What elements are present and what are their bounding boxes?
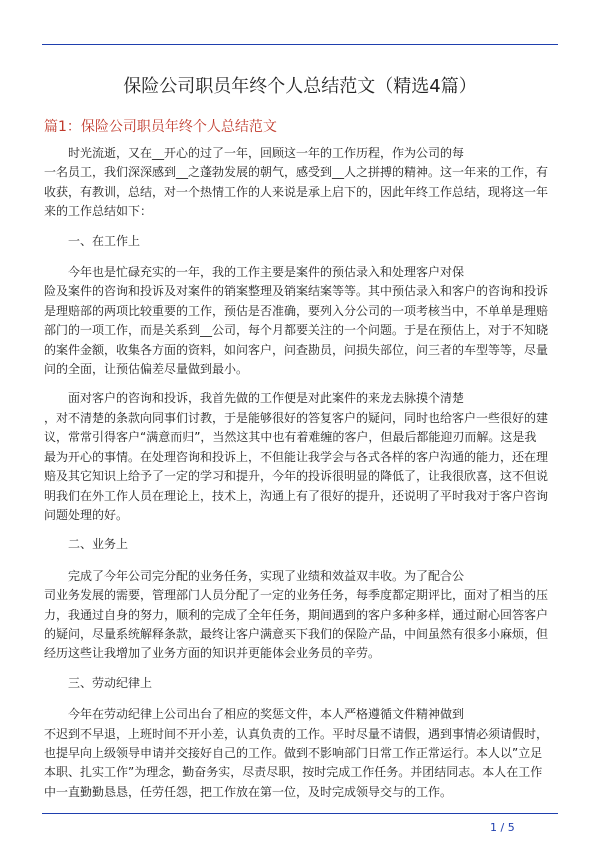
paragraph-line: 今年也是忙碌充实的一年，我的工作主要是案件的预估录入和处理客户对保 [68, 265, 465, 280]
paragraph-line: 来的工作总结如下： [44, 204, 153, 219]
paragraph-line: 问的全面，让预估偏差尽量做到最小。 [44, 362, 249, 377]
paragraph-line: ，对不清楚的条款向同事们讨教，于是能够很好的答复客户的疑问，同时也给客户一些很好的建 [44, 410, 549, 425]
paragraph-intro [44, 144, 556, 222]
paragraph-line: 中一直勤勤恳恳，任劳任怨，把工作放在第一位，及时完成领导交与的工作。 [44, 784, 453, 799]
page-number: 1 / 5 [490, 821, 515, 834]
section-title: 篇1：保险公司职员年终个人总结范文 [44, 119, 277, 135]
paragraph-discipline [44, 705, 556, 802]
document-title: 保险公司职员年终个人总结范文（精选4篇） [123, 76, 477, 97]
paragraph-line: 收获，有教训，总结，对一个热情工作的人来说是承上启下的，因此年终工作总结，现将这一年 [44, 184, 549, 199]
paragraph-line: 面对客户的咨询和投诉，我首先做的工作便是对此案件的来龙去脉摸个清楚 [68, 391, 465, 406]
paragraph-line: 明我们在外工作人员在理论上，技术上，沟通上有了很好的提升，还说明了平时我对于客户咨询 [44, 488, 549, 503]
heading-discipline: 三、劳动纪律上 [68, 675, 153, 690]
paragraph-line: 时光流逝，又在__开心的过了一年，回顾这一年的工作历程，作为公司的每 [68, 146, 465, 160]
paragraph-work-2 [44, 389, 556, 525]
paragraph-business [44, 567, 556, 664]
paragraph-line: 今年在劳动纪律上公司出台了相应的奖惩文件，本人严格遵循文件精神做到 [68, 707, 465, 722]
paragraph-line: 一名员工，我们深深感到__之蓬勃发展的朝气，感受到__人之拼搏的精神。这一年来的工作，有 [44, 165, 549, 180]
paragraph-line: 也提早向上级领导申请并交接好自己的工作。做到不影响部门日常工作正常运行。本人以”立足 [44, 745, 543, 760]
footer-rule [42, 813, 558, 814]
document-body [44, 144, 556, 812]
header-rule [42, 44, 558, 45]
paragraph-line: 的疑问，尽量系统解释条款，最终让客户满意买下我们的保险产品，中间虽然有很多小麻烦，但 [44, 626, 549, 641]
paragraph-line: 险及案件的咨询和投诉及对案件的销案整理及销案结案等等。其中预估录入和客户的咨询和投诉 [44, 284, 549, 299]
paragraph-line: 力，我通过自身的努力，顺利的完成了全年任务，期间遇到的客户多种多样，通过耐心回答客户 [44, 607, 549, 622]
paragraph-line: 议，常常引得客户“满意而归”，当然这其中也有着难缠的客户，但最后都能迎刃而解。这是我 [44, 430, 537, 445]
paragraph-line: 部门的一项工作，而是关系到__公司，每个月都要关注的一个问题。于是在预估上，对于不知晓 [44, 323, 549, 338]
paragraph-line: 经历这些让我增加了业务方面的知识并更能体会业务员的辛劳。 [44, 646, 381, 661]
paragraph-work-1 [44, 263, 556, 379]
heading-work: 一、在工作上 [68, 233, 141, 248]
paragraph-line: 最为开心的事情。在处理咨询和投诉上，不但能让我学会与各式各样的客户沟通的能力，还在理 [44, 449, 549, 464]
paragraph-line: 不迟到不早退，上班时间不开小差，认真负责的工作。平时尽量不请假，遇到事情必须请假时， [44, 726, 549, 741]
paragraph-line: 问题处理的好。 [44, 507, 129, 522]
paragraph-line: 赔及其它知识上给予了一定的学习和提升，今年的投诉很明显的降低了，让我很欣喜，这不但说 [44, 469, 549, 484]
paragraph-line: 完成了今年公司完分配的业务任务，实现了业绩和效益双丰收。为了配合公 [68, 568, 465, 583]
paragraph-line: 是理赔部的两项比较重要的工作，预估是否准确，要列入分公司的一项考核当中，不单单是理赔 [44, 303, 549, 318]
paragraph-line: 司业务发展的需要，管理部门人员分配了一定的业务任务，每季度都定期评比，面对了相当的压 [44, 588, 549, 603]
paragraph-line: 本职、扎实工作”为理念，勤奋务实，尽责尽职，按时完成工作任务。并团结同志。本人在工作 [44, 765, 543, 780]
heading-business: 二、业务上 [68, 537, 129, 552]
paragraph-line: 的案件金额，收集各方面的资料，如问客户，问查勘员，问损失部位，问三者的车型等等，尽量 [44, 342, 549, 357]
